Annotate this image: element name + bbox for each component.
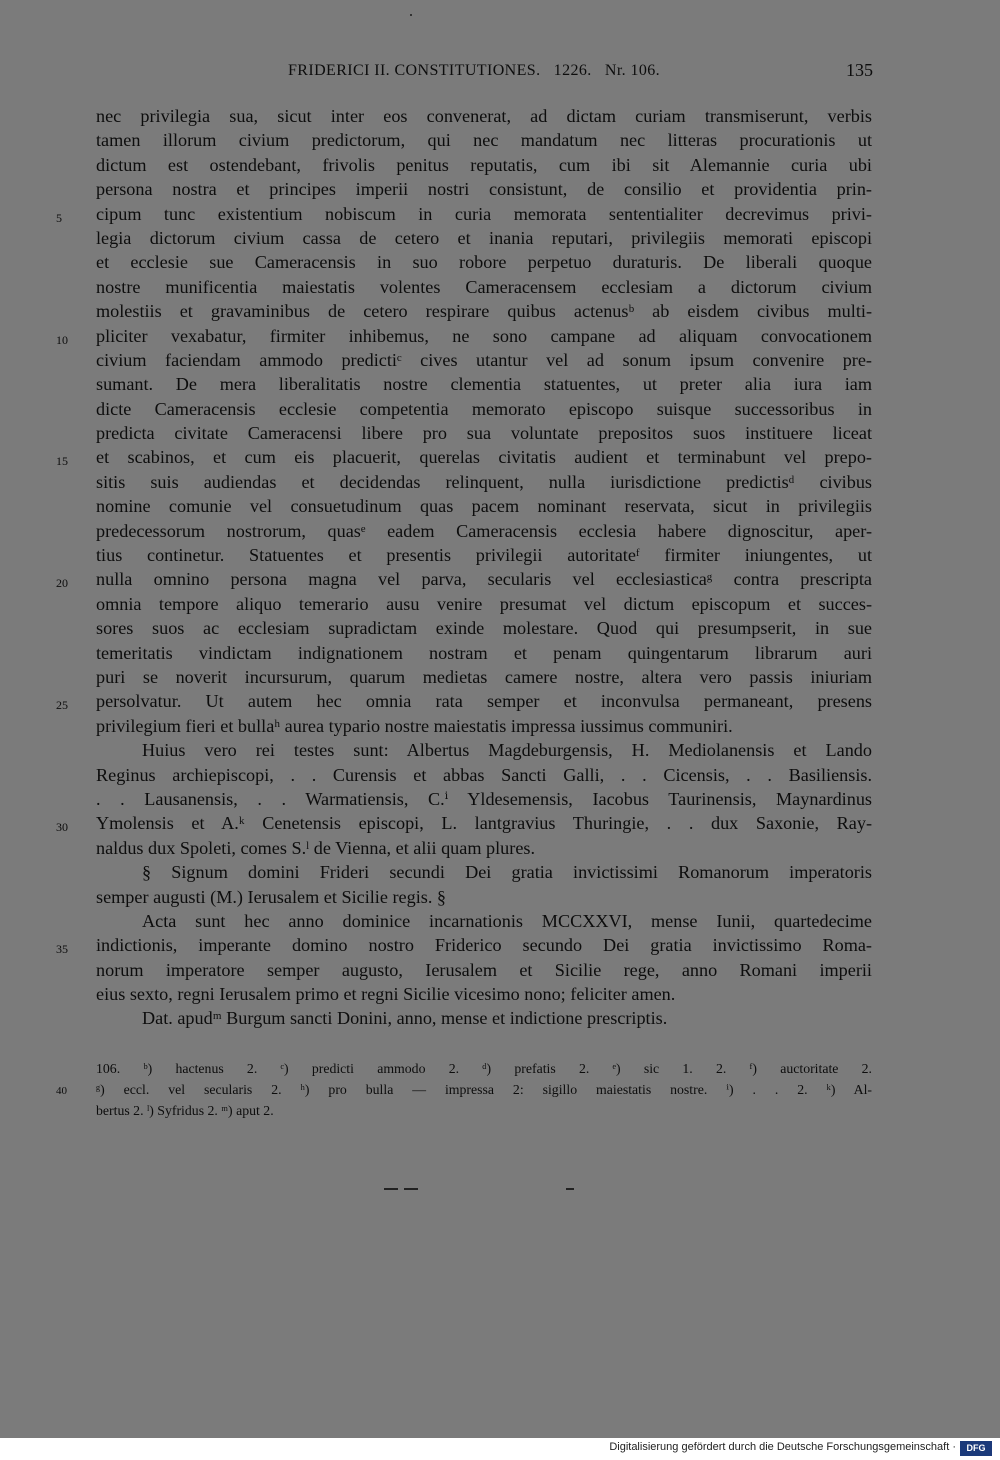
digitization-footer [0, 1438, 1000, 1460]
text-line-text: dicte Cameracensis ecclesie competentia memorato episcopo suisque successoribus in [96, 398, 872, 419]
text-line-text: omnia tempore aliquo temerario ausu venire presumat vel dictum episcopum et succes- [96, 593, 872, 614]
text-line [96, 665, 872, 689]
footnote-line [96, 1100, 872, 1121]
text-line-text: eius sexto, regni Ierusalem primo et regni Sicilie vicesimo nono; feliciter amen. [96, 984, 676, 1005]
text-line [96, 421, 872, 445]
footnote-line [96, 1058, 872, 1079]
footnote-line [56, 1079, 872, 1100]
text-line-text: indictionis, imperante domino nostro Friderico secundo Dei gratia invictissimo Roma- [96, 935, 872, 956]
text-line [96, 299, 872, 323]
main-text-block [56, 104, 872, 1031]
text-line-text: naldus dux Spoleti, comes S.ˡ de Vienna, et alii quam plures. [96, 837, 536, 858]
end-rule-mid [404, 1188, 418, 1190]
text-line-text: Reginus archiepiscopi, . . Curensis et abbas Sancti Galli, . . Cicensis, . . Basiliensis. [96, 764, 872, 785]
text-line-text: cipum tunc existentium nobiscum in curia memorata sententialiter decrevimus privi- [96, 203, 872, 224]
text-line-text: § Signum domini Frideri secundi Dei gratia invictissimi Romanorum imperatoris [142, 862, 872, 883]
footnote-line-text: 106. ᵇ) hactenus 2. ᶜ) predicti ammodo 2. ᵈ) prefatis 2. ᵉ) sic 1. 2. ᶠ) auctoritate 2. [96, 1061, 872, 1076]
text-line [96, 128, 872, 152]
text-line [96, 519, 872, 543]
text-line [96, 1006, 872, 1030]
line-number: 10 [56, 332, 68, 347]
line-number: 30 [56, 820, 68, 835]
text-line [96, 372, 872, 396]
text-line [96, 714, 872, 738]
text-line [96, 226, 872, 250]
text-line-text: pliciter vexabatur, firmiter inhibemus, ne sono campane ad aliquam convocationem [96, 325, 872, 346]
footnotes-block [56, 1058, 872, 1121]
text-line [96, 470, 872, 494]
end-rule-left [384, 1188, 398, 1190]
text-line-text: nulla omnino persona magna vel parva, secularis vel ecclesiasticaᵍ contra prescripta [96, 569, 872, 590]
footnote-line-text: bertus 2. ˡ) Syfridus 2. ᵐ) aput 2. [96, 1103, 274, 1118]
line-number: 5 [56, 210, 62, 225]
text-line-text: sitis suis audiendas et decidendas relinquent, nulla iurisdictione predictisᵈ civibus [96, 471, 872, 492]
text-line-text: civium faciendam ammodo predictiᶜ cives utantur vel ad sonum ipsum convenire pre- [96, 349, 872, 370]
text-line-text: predecessorum nostrorum, quasᵉ eadem Cameracensis ecclesia habere dignoscitur, aper- [96, 520, 872, 541]
text-line-text: legia dictorum civium cassa de cetero et inania reputari, privilegiis memorati episcopi [96, 227, 872, 248]
text-line [96, 641, 872, 665]
text-line [96, 592, 872, 616]
text-line [96, 860, 872, 884]
text-line [96, 885, 872, 909]
text-line [56, 689, 872, 713]
text-line-text: sores suos ac ecclesiam supradictam exinde molestare. Quod qui presumpserit, in sue [96, 618, 872, 639]
text-line [96, 153, 872, 177]
text-line [56, 445, 872, 469]
text-line-text: tius continetur. Statuentes et presentis privilegii autoritateᶠ firmiter iniungentes, ut [96, 545, 872, 566]
text-line [96, 787, 872, 811]
text-line-text: nec privilegia sua, sicut inter eos convenerat, ad dictam curiam transmiserunt, verbis [96, 106, 872, 126]
line-number: 25 [56, 698, 68, 713]
digitization-credit: Digitalisierung gefördert durch die Deutsche Forschungsgemeinschaft · [609, 1441, 956, 1453]
text-line-text: sumant. De mera liberalitatis nostre clementia statuentes, ut preter alia iura iam [96, 374, 872, 395]
text-line [96, 250, 872, 274]
text-line-text: Dat. apudᵐ Burgum sancti Donini, anno, mense et indictione prescriptis. [142, 1008, 668, 1029]
text-line [96, 616, 872, 640]
text-line-text: privilegium fieri et bullaʰ aurea typario nostre maiestatis impressa iussimus communiri. [96, 715, 733, 736]
scan-speck [410, 14, 412, 16]
text-line-text: persolvatur. Ut autem hec omnia rata semper et inconvulsa permaneant, presens [96, 691, 872, 712]
text-line-text: molestiis et gravaminibus de cetero respirare quibus actenusᵇ ab eisdem civibus multi- [96, 301, 872, 322]
text-line [96, 763, 872, 787]
text-line [56, 567, 872, 591]
text-line-text: et scabinos, et cum eis placuerit, querelas civitatis audient et terminabunt vel prepo- [96, 447, 872, 468]
line-number: 40 [56, 1085, 67, 1097]
text-line-text: persona nostra et principes imperii nostri consistunt, de consilio et providentia prin- [96, 179, 872, 200]
line-number: 15 [56, 454, 68, 469]
page-number: 135 [846, 60, 873, 80]
text-line [96, 104, 872, 128]
text-line [96, 397, 872, 421]
text-line-text: et ecclesie sue Cameracensis in suo robore perpetuo duraturis. De liberali quoque [96, 252, 872, 273]
text-line [96, 275, 872, 299]
footnote-line-text: ᵍ) eccl. vel secularis 2. ʰ) pro bulla — impressa 2: sigillo maiestatis nostre. ⁱ) . . 2. ᵏ) Al- [96, 1082, 872, 1097]
text-line [96, 543, 872, 567]
text-line [96, 982, 872, 1006]
line-number: 20 [56, 576, 68, 591]
text-line-text: Acta sunt hec anno dominice incarnationis MCCXXVI, mense Iunii, quartedecime [142, 910, 872, 931]
text-line-text: tamen illorum civium predictorum, qui nec mandatum nec litteras procurationis ut [96, 130, 872, 151]
line-number: 35 [56, 942, 68, 957]
dfg-logo: DFG [960, 1441, 992, 1456]
text-line-text: nomine comunie vel consuetudinum quas pacem nominant reservata, sicut in privilegiis [96, 496, 872, 517]
text-line [96, 348, 872, 372]
text-line-text: norum imperatore semper augusto, Ierusalem et Sicilie rege, anno Romani imperii [96, 959, 872, 980]
text-line [96, 909, 872, 933]
running-header [0, 62, 1000, 88]
text-line-text: puri se noverit incursurum, quarum medietas camere nostre, altera vero passis iniuriam [96, 666, 872, 687]
text-line [56, 811, 872, 835]
text-line-text: dictum est ostendebant, frivolis penitus reputatis, cum ibi sit Alemannie curia ubi [96, 154, 872, 175]
end-rule-right [566, 1188, 574, 1190]
text-line [96, 177, 872, 201]
text-line [56, 202, 872, 226]
text-line [56, 933, 872, 957]
running-title: FRIDERICI II. CONSTITUTIONES. 1226. Nr. 106. [288, 62, 661, 79]
text-line-text: temeritatis vindictam indignationem nostram et penam quingentarum librarum auri [96, 642, 872, 663]
text-line [96, 836, 872, 860]
text-line-text: Ymolensis et A.ᵏ Cenetensis episcopi, L. lantgravius Thuringie, . . dux Saxonie, Ray- [96, 813, 872, 834]
text-line-text: semper augusti (M.) Ierusalem et Sicilie regis. § [96, 886, 447, 907]
text-line [56, 324, 872, 348]
text-line [96, 738, 872, 762]
text-line [96, 494, 872, 518]
text-line [96, 958, 872, 982]
text-line-text: Huius vero rei testes sunt: Albertus Magdeburgensis, H. Mediolanensis et Lando [142, 740, 872, 761]
text-line-text: predicta civitate Cameracensi libere pro sua voluntate prepositos suos instituere liceat [96, 423, 872, 444]
text-line-text: nostre munificentia maiestatis volentes Cameracensem ecclesiam a dictorum civium [96, 276, 872, 297]
text-line-text: . . Lausanensis, . . Warmatiensis, C.ⁱ Yldesemensis, Iacobus Taurinensis, Maynardinus [96, 788, 872, 809]
